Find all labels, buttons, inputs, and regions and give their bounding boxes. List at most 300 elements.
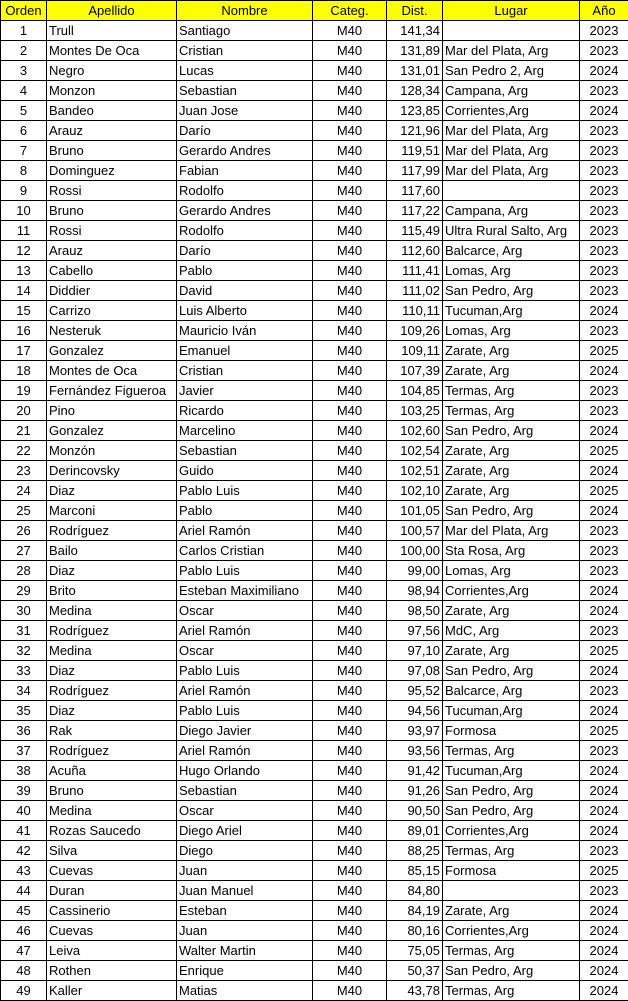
cell-orden[interactable]: 10: [1, 201, 47, 221]
cell-categ[interactable]: M40: [313, 21, 387, 41]
cell-orden[interactable]: 45: [1, 901, 47, 921]
cell-apellido[interactable]: Rossi: [47, 181, 177, 201]
header-dist[interactable]: Dist.: [387, 1, 443, 21]
cell-dist[interactable]: 111,02: [387, 281, 443, 301]
cell-orden[interactable]: 15: [1, 301, 47, 321]
cell-anio[interactable]: 2025: [580, 441, 628, 461]
cell-apellido[interactable]: Kaller: [47, 981, 177, 1001]
cell-categ[interactable]: M40: [313, 361, 387, 381]
cell-anio[interactable]: 2023: [580, 401, 628, 421]
cell-dist[interactable]: 104,85: [387, 381, 443, 401]
cell-categ[interactable]: M40: [313, 681, 387, 701]
cell-orden[interactable]: 44: [1, 881, 47, 901]
cell-orden[interactable]: 5: [1, 101, 47, 121]
cell-dist[interactable]: 121,96: [387, 121, 443, 141]
cell-apellido[interactable]: Arauz: [47, 121, 177, 141]
cell-orden[interactable]: 25: [1, 501, 47, 521]
cell-apellido[interactable]: Gonzalez: [47, 341, 177, 361]
cell-anio[interactable]: 2023: [580, 161, 628, 181]
cell-orden[interactable]: 22: [1, 441, 47, 461]
cell-anio[interactable]: 2023: [580, 321, 628, 341]
cell-lugar[interactable]: San Pedro, Arg: [443, 781, 580, 801]
cell-lugar[interactable]: San Pedro, Arg: [443, 961, 580, 981]
cell-apellido[interactable]: Arauz: [47, 241, 177, 261]
cell-nombre[interactable]: Hugo Orlando: [177, 761, 313, 781]
cell-lugar[interactable]: San Pedro, Arg: [443, 281, 580, 301]
cell-categ[interactable]: M40: [313, 981, 387, 1001]
cell-apellido[interactable]: Bruno: [47, 201, 177, 221]
cell-anio[interactable]: 2024: [580, 461, 628, 481]
cell-orden[interactable]: 3: [1, 61, 47, 81]
cell-lugar[interactable]: Zarate, Arg: [443, 461, 580, 481]
cell-orden[interactable]: 33: [1, 661, 47, 681]
cell-orden[interactable]: 1: [1, 21, 47, 41]
cell-dist[interactable]: 85,15: [387, 861, 443, 881]
cell-nombre[interactable]: Javier: [177, 381, 313, 401]
cell-categ[interactable]: M40: [313, 541, 387, 561]
cell-orden[interactable]: 32: [1, 641, 47, 661]
cell-dist[interactable]: 91,42: [387, 761, 443, 781]
cell-apellido[interactable]: Bruno: [47, 141, 177, 161]
cell-nombre[interactable]: Ariel Ramón: [177, 741, 313, 761]
cell-categ[interactable]: M40: [313, 101, 387, 121]
cell-categ[interactable]: M40: [313, 701, 387, 721]
cell-categ[interactable]: M40: [313, 781, 387, 801]
cell-apellido[interactable]: Leiva: [47, 941, 177, 961]
cell-nombre[interactable]: Ariel Ramón: [177, 521, 313, 541]
cell-lugar[interactable]: Corrientes,Arg: [443, 101, 580, 121]
cell-nombre[interactable]: Lucas: [177, 61, 313, 81]
cell-nombre[interactable]: Gerardo Andres: [177, 201, 313, 221]
cell-dist[interactable]: 103,25: [387, 401, 443, 421]
cell-anio[interactable]: 2023: [580, 521, 628, 541]
cell-nombre[interactable]: Carlos Cristian: [177, 541, 313, 561]
cell-lugar[interactable]: Corrientes,Arg: [443, 581, 580, 601]
cell-dist[interactable]: 110,11: [387, 301, 443, 321]
cell-lugar[interactable]: MdC, Arg: [443, 621, 580, 641]
cell-orden[interactable]: 7: [1, 141, 47, 161]
cell-dist[interactable]: 43,78: [387, 981, 443, 1001]
cell-dist[interactable]: 117,22: [387, 201, 443, 221]
cell-orden[interactable]: 2: [1, 41, 47, 61]
cell-dist[interactable]: 90,50: [387, 801, 443, 821]
cell-categ[interactable]: M40: [313, 421, 387, 441]
cell-categ[interactable]: M40: [313, 941, 387, 961]
cell-orden[interactable]: 37: [1, 741, 47, 761]
cell-categ[interactable]: M40: [313, 561, 387, 581]
cell-categ[interactable]: M40: [313, 441, 387, 461]
cell-apellido[interactable]: Cassinerio: [47, 901, 177, 921]
cell-orden[interactable]: 35: [1, 701, 47, 721]
cell-orden[interactable]: 46: [1, 921, 47, 941]
cell-nombre[interactable]: Juan Jose: [177, 101, 313, 121]
cell-lugar[interactable]: Tucuman,Arg: [443, 701, 580, 721]
cell-anio[interactable]: 2023: [580, 181, 628, 201]
cell-orden[interactable]: 41: [1, 821, 47, 841]
cell-orden[interactable]: 49: [1, 981, 47, 1001]
cell-categ[interactable]: M40: [313, 721, 387, 741]
cell-orden[interactable]: 20: [1, 401, 47, 421]
header-lugar[interactable]: Lugar: [443, 1, 580, 21]
cell-lugar[interactable]: San Pedro, Arg: [443, 661, 580, 681]
cell-nombre[interactable]: Darío: [177, 121, 313, 141]
cell-apellido[interactable]: Rodríguez: [47, 681, 177, 701]
cell-nombre[interactable]: Oscar: [177, 601, 313, 621]
cell-lugar[interactable]: Zarate, Arg: [443, 341, 580, 361]
cell-categ[interactable]: M40: [313, 761, 387, 781]
cell-apellido[interactable]: Monzón: [47, 441, 177, 461]
cell-nombre[interactable]: Rodolfo: [177, 221, 313, 241]
cell-anio[interactable]: 2024: [580, 361, 628, 381]
cell-apellido[interactable]: Fernández Figueroa: [47, 381, 177, 401]
cell-nombre[interactable]: Juan: [177, 861, 313, 881]
cell-lugar[interactable]: Termas, Arg: [443, 941, 580, 961]
cell-apellido[interactable]: Nesteruk: [47, 321, 177, 341]
cell-lugar[interactable]: San Pedro, Arg: [443, 501, 580, 521]
cell-lugar[interactable]: Termas, Arg: [443, 381, 580, 401]
cell-nombre[interactable]: Pablo Luis: [177, 481, 313, 501]
cell-categ[interactable]: M40: [313, 801, 387, 821]
cell-anio[interactable]: 2023: [580, 221, 628, 241]
cell-lugar[interactable]: Balcarce, Arg: [443, 681, 580, 701]
cell-lugar[interactable]: San Pedro, Arg: [443, 421, 580, 441]
cell-apellido[interactable]: Derincovsky: [47, 461, 177, 481]
cell-categ[interactable]: M40: [313, 261, 387, 281]
cell-apellido[interactable]: Pino: [47, 401, 177, 421]
cell-orden[interactable]: 9: [1, 181, 47, 201]
cell-apellido[interactable]: Montes De Oca: [47, 41, 177, 61]
cell-apellido[interactable]: Rak: [47, 721, 177, 741]
cell-categ[interactable]: M40: [313, 341, 387, 361]
cell-lugar[interactable]: Termas, Arg: [443, 981, 580, 1001]
header-apellido[interactable]: Apellido: [47, 1, 177, 21]
cell-nombre[interactable]: Oscar: [177, 641, 313, 661]
cell-dist[interactable]: 102,60: [387, 421, 443, 441]
cell-dist[interactable]: 84,80: [387, 881, 443, 901]
cell-anio[interactable]: 2024: [580, 961, 628, 981]
cell-apellido[interactable]: Gonzalez: [47, 421, 177, 441]
cell-dist[interactable]: 131,01: [387, 61, 443, 81]
cell-orden[interactable]: 18: [1, 361, 47, 381]
cell-nombre[interactable]: Pablo Luis: [177, 561, 313, 581]
cell-dist[interactable]: 88,25: [387, 841, 443, 861]
cell-anio[interactable]: 2025: [580, 721, 628, 741]
cell-dist[interactable]: 80,16: [387, 921, 443, 941]
cell-anio[interactable]: 2023: [580, 21, 628, 41]
cell-orden[interactable]: 26: [1, 521, 47, 541]
cell-nombre[interactable]: Matias: [177, 981, 313, 1001]
cell-anio[interactable]: 2024: [580, 821, 628, 841]
cell-lugar[interactable]: Mar del Plata, Arg: [443, 121, 580, 141]
cell-anio[interactable]: 2023: [580, 121, 628, 141]
cell-categ[interactable]: M40: [313, 141, 387, 161]
cell-apellido[interactable]: Brito: [47, 581, 177, 601]
cell-apellido[interactable]: Bruno: [47, 781, 177, 801]
header-categ[interactable]: Categ.: [313, 1, 387, 21]
header-anio[interactable]: Año: [580, 1, 628, 21]
cell-categ[interactable]: M40: [313, 881, 387, 901]
cell-categ[interactable]: M40: [313, 161, 387, 181]
cell-categ[interactable]: M40: [313, 321, 387, 341]
cell-orden[interactable]: 27: [1, 541, 47, 561]
cell-apellido[interactable]: Rodríguez: [47, 621, 177, 641]
cell-nombre[interactable]: Rodolfo: [177, 181, 313, 201]
cell-anio[interactable]: 2024: [580, 61, 628, 81]
cell-apellido[interactable]: Acuña: [47, 761, 177, 781]
cell-anio[interactable]: 2023: [580, 241, 628, 261]
cell-nombre[interactable]: Darío: [177, 241, 313, 261]
cell-nombre[interactable]: Pablo Luis: [177, 701, 313, 721]
cell-nombre[interactable]: Pablo: [177, 261, 313, 281]
header-nombre[interactable]: Nombre: [177, 1, 313, 21]
cell-lugar[interactable]: Ultra Rural Salto, Arg: [443, 221, 580, 241]
cell-dist[interactable]: 97,08: [387, 661, 443, 681]
cell-lugar[interactable]: Balcarce, Arg: [443, 241, 580, 261]
cell-nombre[interactable]: Pablo Luis: [177, 661, 313, 681]
cell-apellido[interactable]: Bandeo: [47, 101, 177, 121]
cell-anio[interactable]: 2024: [580, 101, 628, 121]
cell-orden[interactable]: 36: [1, 721, 47, 741]
cell-dist[interactable]: 141,34: [387, 21, 443, 41]
cell-anio[interactable]: 2023: [580, 381, 628, 401]
cell-apellido[interactable]: Medina: [47, 801, 177, 821]
cell-orden[interactable]: 30: [1, 601, 47, 621]
cell-anio[interactable]: 2025: [580, 481, 628, 501]
cell-anio[interactable]: 2023: [580, 881, 628, 901]
cell-categ[interactable]: M40: [313, 61, 387, 81]
cell-nombre[interactable]: Emanuel: [177, 341, 313, 361]
cell-apellido[interactable]: Medina: [47, 641, 177, 661]
cell-apellido[interactable]: Diaz: [47, 661, 177, 681]
cell-categ[interactable]: M40: [313, 461, 387, 481]
cell-lugar[interactable]: Zarate, Arg: [443, 601, 580, 621]
cell-apellido[interactable]: Diaz: [47, 561, 177, 581]
cell-orden[interactable]: 39: [1, 781, 47, 801]
cell-lugar[interactable]: Lomas, Arg: [443, 261, 580, 281]
cell-lugar[interactable]: Campana, Arg: [443, 81, 580, 101]
cell-dist[interactable]: 102,51: [387, 461, 443, 481]
cell-categ[interactable]: M40: [313, 401, 387, 421]
cell-categ[interactable]: M40: [313, 901, 387, 921]
cell-nombre[interactable]: Sebastian: [177, 81, 313, 101]
cell-dist[interactable]: 97,10: [387, 641, 443, 661]
cell-apellido[interactable]: Diaz: [47, 481, 177, 501]
cell-orden[interactable]: 47: [1, 941, 47, 961]
cell-categ[interactable]: M40: [313, 121, 387, 141]
cell-dist[interactable]: 102,54: [387, 441, 443, 461]
cell-apellido[interactable]: Duran: [47, 881, 177, 901]
cell-categ[interactable]: M40: [313, 601, 387, 621]
cell-dist[interactable]: 102,10: [387, 481, 443, 501]
cell-apellido[interactable]: Bailo: [47, 541, 177, 561]
cell-anio[interactable]: 2023: [580, 81, 628, 101]
cell-dist[interactable]: 119,51: [387, 141, 443, 161]
cell-nombre[interactable]: Walter Martin: [177, 941, 313, 961]
cell-lugar[interactable]: Tucuman,Arg: [443, 301, 580, 321]
cell-categ[interactable]: M40: [313, 521, 387, 541]
cell-nombre[interactable]: Pablo: [177, 501, 313, 521]
cell-categ[interactable]: M40: [313, 921, 387, 941]
cell-dist[interactable]: 99,00: [387, 561, 443, 581]
cell-dist[interactable]: 107,39: [387, 361, 443, 381]
cell-lugar[interactable]: San Pedro, Arg: [443, 801, 580, 821]
cell-categ[interactable]: M40: [313, 281, 387, 301]
cell-apellido[interactable]: Rodríguez: [47, 521, 177, 541]
cell-lugar[interactable]: Termas, Arg: [443, 741, 580, 761]
cell-apellido[interactable]: Silva: [47, 841, 177, 861]
cell-lugar[interactable]: Zarate, Arg: [443, 361, 580, 381]
cell-categ[interactable]: M40: [313, 301, 387, 321]
cell-apellido[interactable]: Rothen: [47, 961, 177, 981]
cell-orden[interactable]: 40: [1, 801, 47, 821]
cell-categ[interactable]: M40: [313, 81, 387, 101]
cell-lugar[interactable]: Lomas, Arg: [443, 561, 580, 581]
cell-dist[interactable]: 109,11: [387, 341, 443, 361]
cell-orden[interactable]: 48: [1, 961, 47, 981]
cell-lugar[interactable]: Sta Rosa, Arg: [443, 541, 580, 561]
cell-orden[interactable]: 29: [1, 581, 47, 601]
cell-nombre[interactable]: Esteban: [177, 901, 313, 921]
cell-orden[interactable]: 8: [1, 161, 47, 181]
cell-nombre[interactable]: Cristian: [177, 41, 313, 61]
cell-anio[interactable]: 2024: [580, 581, 628, 601]
cell-apellido[interactable]: Diddier: [47, 281, 177, 301]
cell-lugar[interactable]: Termas, Arg: [443, 401, 580, 421]
cell-lugar[interactable]: Mar del Plata, Arg: [443, 141, 580, 161]
cell-anio[interactable]: 2023: [580, 541, 628, 561]
cell-apellido[interactable]: Medina: [47, 601, 177, 621]
cell-anio[interactable]: 2024: [580, 501, 628, 521]
cell-anio[interactable]: 2023: [580, 841, 628, 861]
cell-nombre[interactable]: Santiago: [177, 21, 313, 41]
cell-categ[interactable]: M40: [313, 661, 387, 681]
cell-orden[interactable]: 13: [1, 261, 47, 281]
cell-anio[interactable]: 2025: [580, 341, 628, 361]
cell-nombre[interactable]: Diego: [177, 841, 313, 861]
cell-dist[interactable]: 94,56: [387, 701, 443, 721]
cell-orden[interactable]: 6: [1, 121, 47, 141]
cell-nombre[interactable]: Juan: [177, 921, 313, 941]
cell-nombre[interactable]: Luis Alberto: [177, 301, 313, 321]
cell-lugar[interactable]: Zarate, Arg: [443, 641, 580, 661]
cell-categ[interactable]: M40: [313, 181, 387, 201]
cell-nombre[interactable]: Cristian: [177, 361, 313, 381]
cell-categ[interactable]: M40: [313, 841, 387, 861]
cell-orden[interactable]: 16: [1, 321, 47, 341]
cell-categ[interactable]: M40: [313, 741, 387, 761]
cell-categ[interactable]: M40: [313, 41, 387, 61]
cell-dist[interactable]: 101,05: [387, 501, 443, 521]
cell-apellido[interactable]: Diaz: [47, 701, 177, 721]
cell-dist[interactable]: 98,94: [387, 581, 443, 601]
cell-dist[interactable]: 115,49: [387, 221, 443, 241]
cell-anio[interactable]: 2024: [580, 761, 628, 781]
cell-nombre[interactable]: Ariel Ramón: [177, 621, 313, 641]
cell-anio[interactable]: 2023: [580, 561, 628, 581]
header-orden[interactable]: Orden: [1, 1, 47, 21]
cell-categ[interactable]: M40: [313, 241, 387, 261]
cell-orden[interactable]: 34: [1, 681, 47, 701]
cell-anio[interactable]: 2025: [580, 641, 628, 661]
cell-apellido[interactable]: Cuevas: [47, 921, 177, 941]
cell-lugar[interactable]: [443, 21, 580, 41]
cell-nombre[interactable]: David: [177, 281, 313, 301]
cell-orden[interactable]: 17: [1, 341, 47, 361]
cell-dist[interactable]: 89,01: [387, 821, 443, 841]
cell-dist[interactable]: 111,41: [387, 261, 443, 281]
cell-apellido[interactable]: Carrizo: [47, 301, 177, 321]
cell-anio[interactable]: 2023: [580, 141, 628, 161]
cell-orden[interactable]: 19: [1, 381, 47, 401]
cell-dist[interactable]: 112,60: [387, 241, 443, 261]
cell-orden[interactable]: 42: [1, 841, 47, 861]
cell-lugar[interactable]: Formosa: [443, 721, 580, 741]
cell-anio[interactable]: 2024: [580, 981, 628, 1001]
cell-dist[interactable]: 84,19: [387, 901, 443, 921]
cell-lugar[interactable]: Termas, Arg: [443, 841, 580, 861]
cell-apellido[interactable]: Marconi: [47, 501, 177, 521]
cell-orden[interactable]: 38: [1, 761, 47, 781]
cell-nombre[interactable]: Juan Manuel: [177, 881, 313, 901]
cell-anio[interactable]: 2023: [580, 201, 628, 221]
cell-anio[interactable]: 2025: [580, 861, 628, 881]
cell-nombre[interactable]: Diego Javier: [177, 721, 313, 741]
cell-anio[interactable]: 2023: [580, 261, 628, 281]
cell-orden[interactable]: 43: [1, 861, 47, 881]
cell-categ[interactable]: M40: [313, 821, 387, 841]
cell-lugar[interactable]: Mar del Plata, Arg: [443, 41, 580, 61]
cell-anio[interactable]: 2024: [580, 301, 628, 321]
cell-lugar[interactable]: Formosa: [443, 861, 580, 881]
cell-orden[interactable]: 23: [1, 461, 47, 481]
cell-anio[interactable]: 2023: [580, 741, 628, 761]
cell-dist[interactable]: 98,50: [387, 601, 443, 621]
cell-dist[interactable]: 117,99: [387, 161, 443, 181]
cell-apellido[interactable]: Negro: [47, 61, 177, 81]
cell-lugar[interactable]: Zarate, Arg: [443, 901, 580, 921]
cell-anio[interactable]: 2024: [580, 701, 628, 721]
cell-anio[interactable]: 2023: [580, 41, 628, 61]
cell-lugar[interactable]: Tucuman,Arg: [443, 761, 580, 781]
cell-categ[interactable]: M40: [313, 221, 387, 241]
cell-nombre[interactable]: Oscar: [177, 801, 313, 821]
cell-apellido[interactable]: Rossi: [47, 221, 177, 241]
cell-nombre[interactable]: Sebastian: [177, 781, 313, 801]
cell-anio[interactable]: 2024: [580, 801, 628, 821]
cell-nombre[interactable]: Enrique: [177, 961, 313, 981]
cell-lugar[interactable]: Zarate, Arg: [443, 481, 580, 501]
cell-nombre[interactable]: Sebastian: [177, 441, 313, 461]
cell-apellido[interactable]: Trull: [47, 21, 177, 41]
cell-dist[interactable]: 95,52: [387, 681, 443, 701]
cell-dist[interactable]: 50,37: [387, 961, 443, 981]
cell-lugar[interactable]: Mar del Plata, Arg: [443, 161, 580, 181]
cell-dist[interactable]: 131,89: [387, 41, 443, 61]
cell-anio[interactable]: 2023: [580, 621, 628, 641]
cell-anio[interactable]: 2024: [580, 421, 628, 441]
cell-dist[interactable]: 128,34: [387, 81, 443, 101]
cell-orden[interactable]: 11: [1, 221, 47, 241]
cell-nombre[interactable]: Ricardo: [177, 401, 313, 421]
cell-categ[interactable]: M40: [313, 201, 387, 221]
cell-anio[interactable]: 2024: [580, 901, 628, 921]
cell-lugar[interactable]: Corrientes,Arg: [443, 921, 580, 941]
cell-nombre[interactable]: Mauricio Iván: [177, 321, 313, 341]
cell-lugar[interactable]: Zarate, Arg: [443, 441, 580, 461]
cell-categ[interactable]: M40: [313, 381, 387, 401]
cell-nombre[interactable]: Diego Ariel: [177, 821, 313, 841]
cell-dist[interactable]: 75,05: [387, 941, 443, 961]
